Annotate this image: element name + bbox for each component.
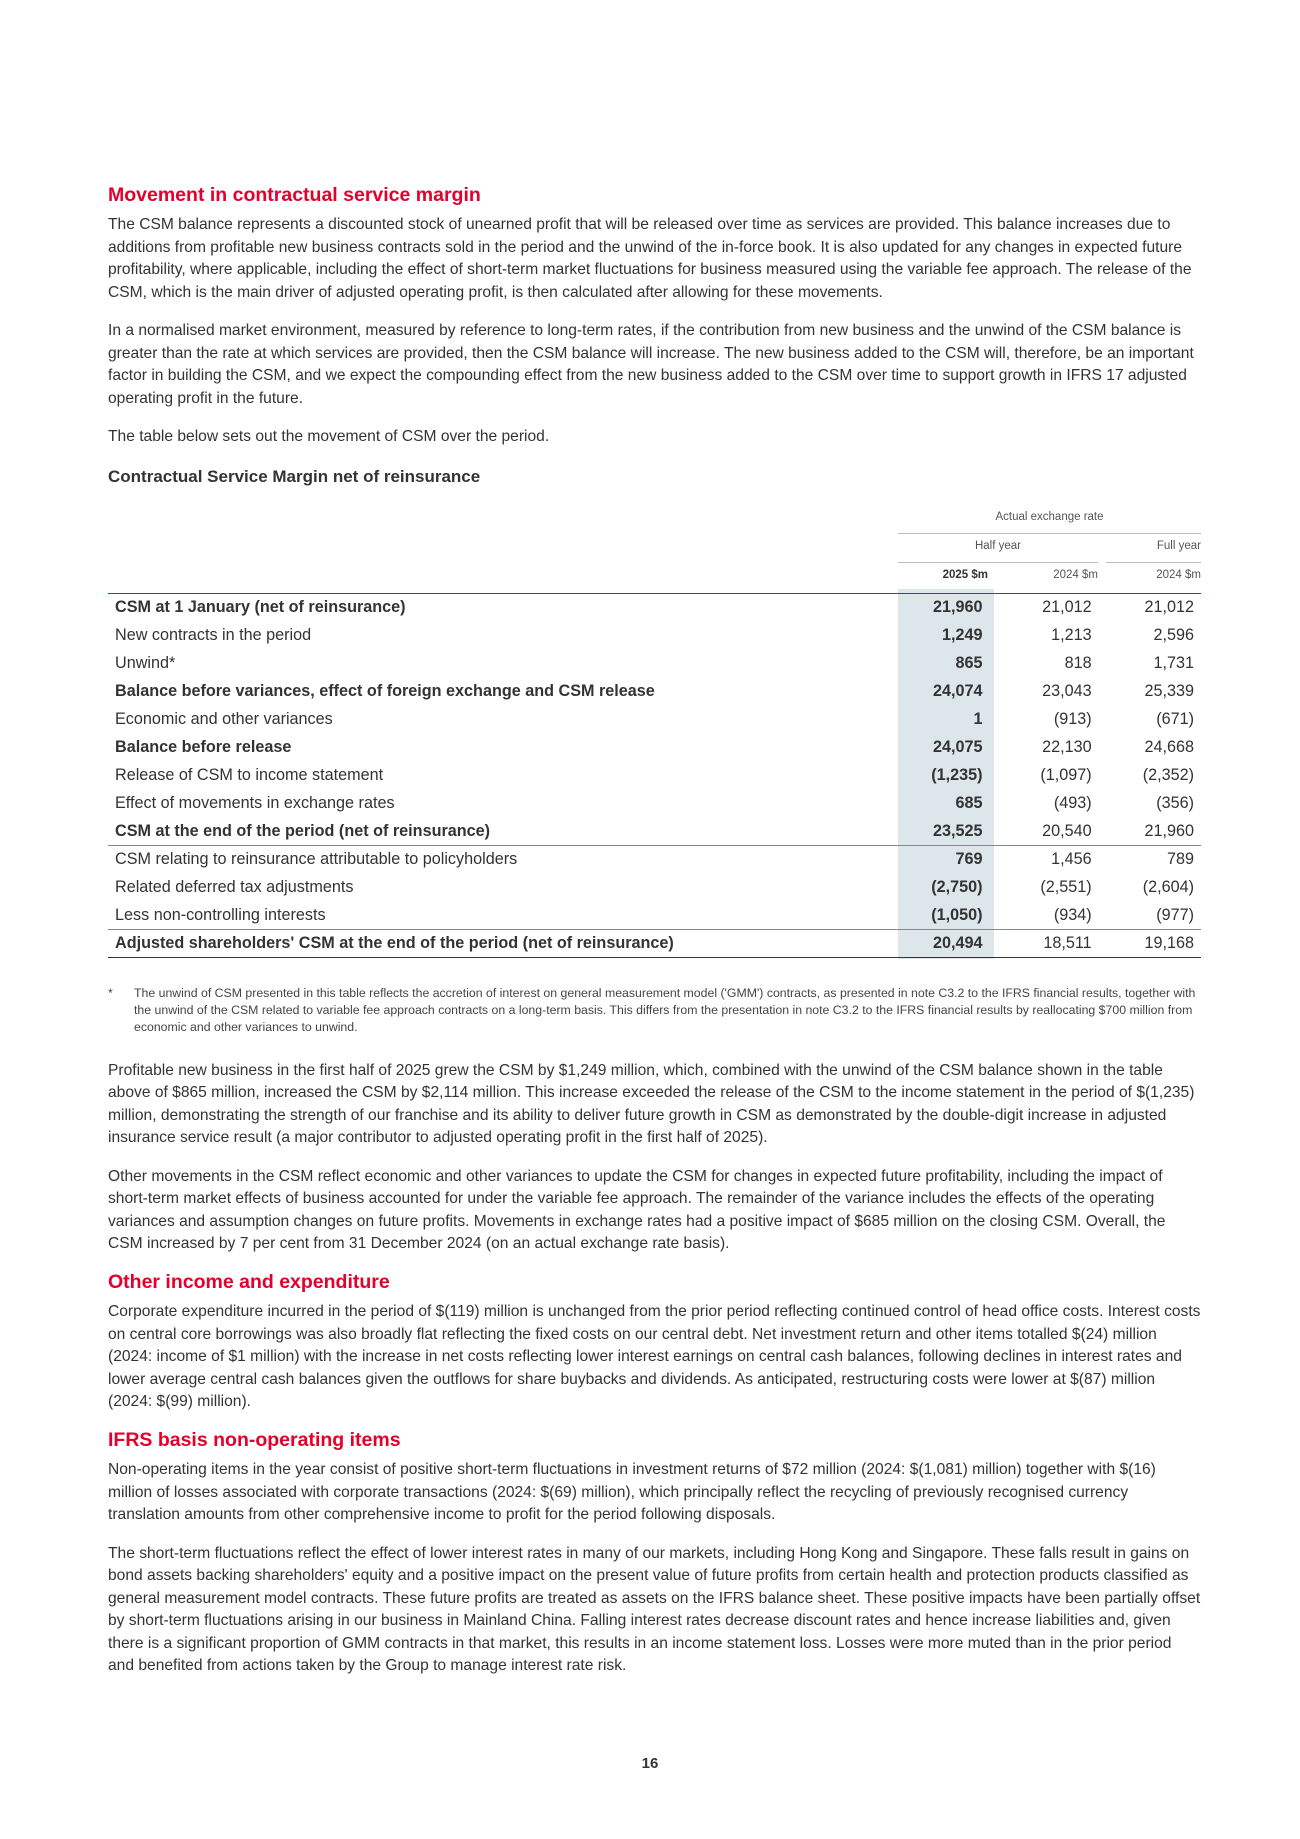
value-2025: 24,075 [932, 737, 983, 756]
value-2024-full: (671) [1156, 709, 1194, 728]
footnote-text: The unwind of CSM presented in this table reflects the accretion of interest on general measurement model ('GMM') contracts, as presented in note C3.2 to the IFRS financial results, together with the unwind of the CSM related to variable fee approach contracts on a long-term basis. This differs from the presentation in note C3.2 to the IFRS financial results by reallocating $700 million from economic and other variances to unwind. [134, 985, 1196, 1034]
header-col-2024-half: 2024 $m [1053, 568, 1098, 581]
value-2024-half: 23,043 [1042, 681, 1092, 700]
heading-csm-movement: Movement in contractual service margin [108, 184, 481, 206]
value-2024-full: (2,352) [1142, 765, 1194, 784]
value-2024-full: (356) [1156, 793, 1194, 812]
table-row [108, 677, 1201, 705]
row-label: Release of CSM to income statement [115, 765, 384, 784]
value-2024-half: (913) [1053, 709, 1092, 728]
row-label: CSM relating to reinsurance attributable to policyholders [115, 850, 518, 869]
header-col-2025: 2025 $m [942, 568, 988, 581]
value-2024-full: 21,012 [1099, 593, 1201, 621]
header-half-year: Half year [974, 539, 1022, 552]
header-rule [1106, 562, 1201, 563]
after-table-paragraph-2: Other movements in the CSM reflect economic and other variances to update the CSM for changes in expected future profitability, including the impact of short-term market effects of business accounted for under the variable fee approach. The remainder of the variance includes the effects of the operating variances and assumption changes on future profits. Movements in exchange rates had a positive impact of $685 million on the closing CSM. Overall, the CSM increased by 7 per cent from 31 December 2024 (on an actual exchange rate basis). [108, 1167, 1166, 1253]
row-label: New contracts in the period [115, 625, 312, 644]
value-2024-half: 818 [1064, 653, 1092, 672]
value-2024-full: (977) [1099, 901, 1201, 929]
page-number: 16 [641, 1755, 659, 1772]
table-row [108, 873, 1201, 901]
value-2024-half: 1,213 [1051, 625, 1092, 644]
csm-table-body [108, 593, 1201, 958]
table-footnote [108, 985, 1201, 1036]
table-row [108, 929, 1201, 957]
row-label: Effect of movements in exchange rates [115, 793, 395, 812]
value-2024-half: 22,130 [1042, 737, 1092, 756]
value-2025: 685 [955, 793, 983, 812]
csm-paragraph-1: The CSM balance represents a discounted stock of unearned profit that will be released over time as services are provided. This balance increases due to additions from profitable new business contracts sold in the period and the unwind of the in-force book. It is also updated for any changes in expected future profitability, where applicable, including the effect of short-term market fluctuations for business measured using the variable fee approach. The release of the CSM, which is the main driver of adjusted operating profit, is then calculated after allowing for these movements. [108, 216, 1192, 301]
row-label: Less non-controlling interests [108, 901, 894, 929]
row-label: Unwind* [115, 653, 176, 672]
value-2024-full: 19,168 [1099, 929, 1201, 957]
table-row [108, 705, 1201, 733]
row-label: CSM at the end of the period (net of reinsurance) [108, 817, 894, 845]
header-actual-exchange-rate: Actual exchange rate [995, 510, 1104, 523]
value-2025: 24,074 [932, 681, 983, 700]
ifrs-paragraph-1: Non-operating items in the year consist of positive short-term fluctuations in investment returns of $72 million (2024: $(1,081) million) together with $(16) million of losses associated with corporate transactions (2024: $(69) million), which principally reflect the recycling of previously recognised currency translation amounts from other comprehensive income to profit for the period following disposals. [108, 1461, 1156, 1524]
value-2024-half: 1,456 [1051, 850, 1092, 869]
value-2024-half: 21,012 [989, 593, 1098, 621]
table-row [108, 593, 1201, 621]
value-2024-half: (493) [1053, 793, 1092, 812]
value-2024-half: 20,540 [989, 817, 1098, 845]
value-2024-half: (1,097) [1040, 765, 1092, 784]
header-full-year: Full year [1156, 539, 1201, 552]
value-2024-full: 2,596 [1153, 625, 1194, 644]
value-2024-half: (2,551) [1040, 877, 1092, 896]
csm-table [108, 511, 1201, 958]
value-2025: 20,494 [894, 929, 989, 957]
ifrs-paragraph-2: The short-term fluctuations reflect the effect of lower interest rates in many of our markets, including Hong Kong and Singapore. These falls result in gains on bond assets backing shareholders' equity and a positive impact on the present value of future profits from certain health and protection products classified as general measurement model contracts. These future profits are treated as assets on the IFRS balance sheet. These positive impacts have been partially offset by short-term fluctuations arising in our business in Mainland China. Falling interest rates decrease discount rates and hence increase liabilities and, given there is a significant proportion of GMM contracts in that market, this results in an income statement loss. Losses were more muted than in the prior period and benefited from actions taken by the Group to manage interest rate risk. [108, 1544, 1201, 1675]
page-content [108, 183, 1201, 1694]
table-column-header [108, 511, 1201, 593]
row-label: CSM at 1 January (net of reinsurance) [108, 593, 894, 621]
row-label: Adjusted shareholders' CSM at the end of the period (net of reinsurance) [108, 929, 894, 957]
after-table-paragraph-1: Profitable new business in the first half of 2025 grew the CSM by $1,249 million, which, combined with the unwind of the CSM balance shown in the table above of $865 million, increased the CSM by $2,114 million. This increase exceeded the release of the CSM to the income statement in the period of $(1,235) million, demonstrating the strength of our franchise and its ability to deliver future growth in CSM as demonstrated by the double-digit increase in adjusted insurance service result (a major contributor to adjusted operating profit in the first half of 2025). [108, 1061, 1195, 1147]
value-2025: (2,750) [931, 877, 983, 896]
table-row [108, 733, 1201, 761]
value-2024-full: 789 [1166, 850, 1194, 869]
table-row [108, 761, 1201, 789]
value-2024-half: (934) [989, 901, 1098, 929]
value-2025: 865 [955, 653, 983, 672]
header-col-2024-full: 2024 $m [1156, 568, 1201, 581]
value-2025: 21,960 [894, 593, 989, 621]
value-2025: 769 [955, 850, 983, 869]
value-2025: 23,525 [894, 817, 989, 845]
csm-paragraph-2: In a normalised market environment, measured by reference to long-term rates, if the contribution from new business and the unwind of the CSM balance is greater than the rate at which services are provided, then the CSM balance will increase. The new business added to the CSM will, therefore, be an important factor in building the CSM, and we expect the compounding effect from the new business added to the CSM over time to support growth in IFRS 17 adjusted operating profit in the future. [108, 322, 1194, 407]
table-row [108, 789, 1201, 817]
value-2024-half: 18,511 [989, 929, 1098, 957]
heading-ifrs-non-operating: IFRS basis non-operating items [108, 1428, 401, 1451]
table-title: Contractual Service Margin net of reinsurance [108, 466, 481, 486]
footnote-mark: * [108, 985, 113, 1000]
row-label: Economic and other variances [115, 709, 333, 728]
table-row [108, 901, 1201, 929]
table-row [108, 649, 1201, 677]
csm-paragraph-3: The table below sets out the movement of CSM over the period. [108, 428, 550, 446]
value-2024-full: 25,339 [1144, 681, 1194, 700]
row-label: Balance before release [115, 737, 292, 756]
header-rule [898, 533, 1201, 534]
table-row [108, 845, 1201, 873]
row-label: Balance before variances, effect of foreign exchange and CSM release [115, 681, 655, 700]
heading-other-income: Other income and expenditure [108, 1270, 390, 1293]
table-row [108, 621, 1201, 649]
other-income-paragraph: Corporate expenditure incurred in the period of $(119) million is unchanged from the prior period reflecting continued control of head office costs. Interest costs on central core borrowings was also broadly flat reflecting the fixed costs on our central debt. Net investment return and other items totalled $(24) million (2024: income of $1 million) with the increase in net costs reflecting lower interest earnings on central cash balances, following declines in interest rates and lower average central cash balances given the outflows for share buybacks and dividends. As anticipated, restructuring costs were lower at $(87) million (2024: $(99) million). [108, 1303, 1201, 1411]
header-rule [898, 562, 1098, 563]
value-2024-full: 21,960 [1099, 817, 1201, 845]
value-2025: (1,050) [894, 901, 989, 929]
value-2024-full: (2,604) [1142, 877, 1194, 896]
value-2025: 1,249 [941, 625, 983, 644]
value-2025: 1 [973, 709, 983, 728]
row-label: Related deferred tax adjustments [115, 877, 354, 896]
table-row [108, 817, 1201, 845]
value-2025: (1,235) [931, 765, 983, 784]
value-2024-full: 24,668 [1144, 737, 1194, 756]
value-2024-full: 1,731 [1153, 653, 1194, 672]
